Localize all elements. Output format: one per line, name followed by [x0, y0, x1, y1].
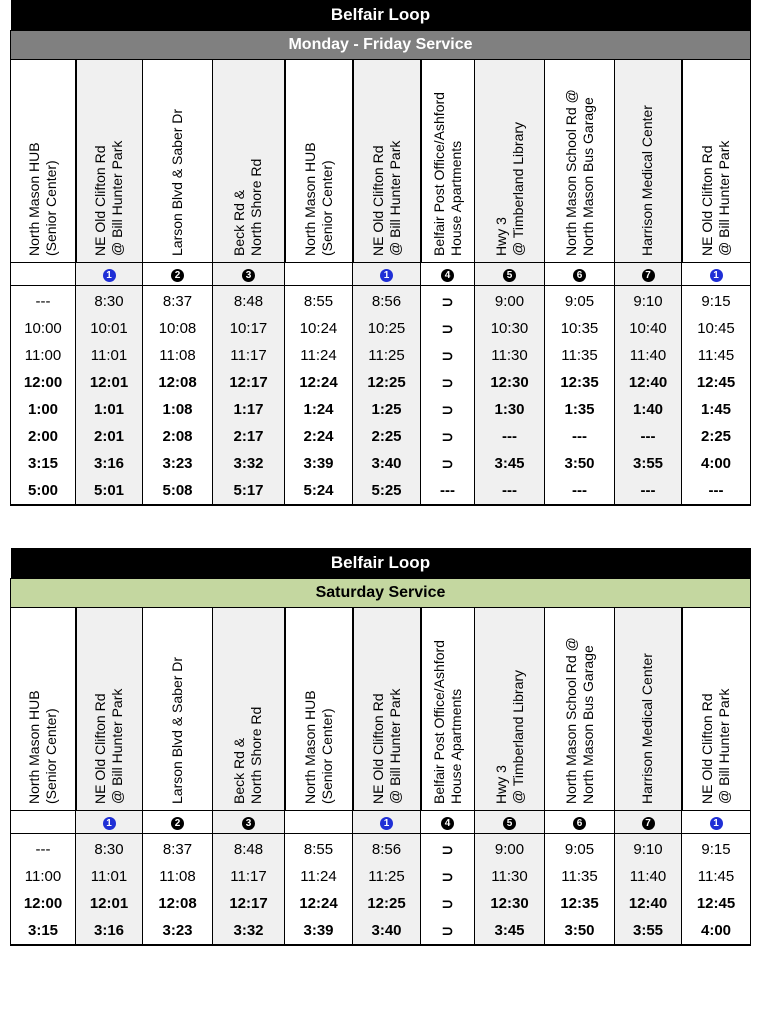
stop-name-line: Belfair Post Office/Ashford [430, 640, 447, 804]
weekday-schedule [10, 0, 750, 506]
trip-time: 12:00 [11, 890, 76, 917]
trip-time: ⊃ [421, 863, 475, 890]
trip-time: 3:32 [213, 917, 285, 945]
stop-number-badge: 6 [573, 269, 586, 282]
trip-time: 3:50 [545, 450, 615, 477]
trip-row [11, 917, 751, 945]
stop-name-line: House Apartments [447, 140, 464, 256]
trip-time: 12:25 [353, 369, 421, 396]
stop-number-cell [353, 811, 421, 834]
stop-name-line: Harrison Medical Center [639, 105, 656, 256]
trip-time: 12:40 [615, 369, 682, 396]
trip-time: 3:32 [213, 450, 285, 477]
route-title: Belfair Loop [11, 548, 751, 579]
stop-name-line: Larson Blvd & Saber Dr [169, 656, 185, 804]
trip-time: 11:25 [353, 863, 421, 890]
trip-time: 8:55 [285, 286, 353, 316]
stop-header [545, 608, 615, 811]
stop-header [11, 60, 76, 263]
trip-time: 12:24 [285, 369, 353, 396]
stop-number-cell [11, 811, 76, 834]
trip-time: 10:30 [475, 315, 545, 342]
trip-time: 11:35 [545, 863, 615, 890]
trip-time: 9:05 [545, 834, 615, 864]
trip-time: 2:01 [76, 423, 143, 450]
stop-header [353, 608, 421, 811]
stop-number-badge: 1 [103, 817, 116, 830]
stop-name-line: NE Old Clifton Rd [699, 145, 716, 256]
stop-header [143, 60, 213, 263]
trip-time: 11:08 [143, 342, 213, 369]
stop-number-badge: 1 [710, 269, 723, 282]
stop-number-badge: 1 [103, 269, 116, 282]
trip-time: 11:24 [285, 342, 353, 369]
stop-number-cell [285, 263, 353, 286]
trip-time: 8:30 [76, 834, 143, 864]
trip-row [11, 477, 751, 505]
service-label: Saturday Service [11, 579, 751, 608]
trip-time: 1:45 [682, 396, 751, 423]
stop-name-line: Beck Rd & [231, 737, 248, 804]
trip-row [11, 863, 751, 890]
trip-time: ⊃ [421, 315, 475, 342]
trip-time: 1:17 [213, 396, 285, 423]
service-label: Monday - Friday Service [11, 31, 751, 60]
trip-time: ⊃ [421, 396, 475, 423]
stop-name-line: NE Old Clifton Rd [92, 693, 109, 804]
trip-time: ⊃ [421, 917, 475, 945]
trip-time: --- [682, 477, 751, 505]
stop-header [615, 608, 682, 811]
stop-number-cell [353, 263, 421, 286]
stop-name-line: (Senior Center) [318, 160, 335, 256]
trip-time: 11:17 [213, 863, 285, 890]
trip-time: 3:15 [11, 917, 76, 945]
trip-time: 9:10 [615, 286, 682, 316]
trip-time: 8:48 [213, 834, 285, 864]
stop-name-line: North Mason HUB [25, 142, 42, 256]
stop-number-badge: 5 [503, 817, 516, 830]
stop-name-line: (Senior Center) [42, 160, 59, 256]
stop-number-cell [213, 811, 285, 834]
stop-name-line: North Mason HUB [25, 690, 42, 804]
stop-number-cell [682, 263, 751, 286]
trip-time: --- [615, 477, 682, 505]
trip-time: ⊃ [421, 286, 475, 316]
trip-time: 10:00 [11, 315, 76, 342]
trip-time: 4:00 [682, 917, 751, 945]
stop-number-badge: 6 [573, 817, 586, 830]
stop-name-line: NE Old Clifton Rd [369, 693, 386, 804]
trip-time: 10:08 [143, 315, 213, 342]
trip-time: 1:40 [615, 396, 682, 423]
trip-time: --- [421, 477, 475, 505]
stop-number-cell [285, 811, 353, 834]
stop-name-line: Hwy 3 [492, 217, 509, 256]
trip-time: 9:15 [682, 286, 751, 316]
trip-time: --- [545, 423, 615, 450]
trip-time: 11:30 [475, 863, 545, 890]
trip-time: 12:30 [475, 890, 545, 917]
trip-time: 1:00 [11, 396, 76, 423]
stop-number-badge: 1 [380, 269, 393, 282]
trip-time: 12:45 [682, 890, 751, 917]
stop-header [475, 608, 545, 811]
saturday-schedule [10, 548, 750, 946]
trip-time: 10:17 [213, 315, 285, 342]
stop-number-badge: 2 [171, 269, 184, 282]
stop-name-line: Harrison Medical Center [639, 653, 656, 804]
stop-name-line: North Mason Bus Garage [579, 645, 596, 804]
stop-name-line: @ Bill Hunter Park [109, 140, 126, 256]
trip-time: 3:23 [143, 917, 213, 945]
trip-time: 10:45 [682, 315, 751, 342]
stop-name-line: Larson Blvd & Saber Dr [169, 108, 185, 256]
stop-number-cell [682, 811, 751, 834]
stop-name-line: Belfair Post Office/Ashford [430, 92, 447, 256]
trip-time: 12:17 [213, 890, 285, 917]
stop-name-line: NE Old Clifton Rd [92, 145, 109, 256]
trip-time: 8:48 [213, 286, 285, 316]
trip-time: 3:45 [475, 917, 545, 945]
stop-name-line: North Mason School Rd @ [562, 89, 579, 256]
trip-time: 11:45 [682, 863, 751, 890]
stop-name-line: North Mason HUB [301, 690, 318, 804]
stop-name-line: North Mason School Rd @ [562, 637, 579, 804]
trip-time: 12:35 [545, 890, 615, 917]
trip-time: 3:55 [615, 917, 682, 945]
stop-name-line: @ Bill Hunter Park [386, 688, 403, 804]
stop-number-cell [143, 811, 213, 834]
stop-number-cell [615, 811, 682, 834]
trip-time: 5:01 [76, 477, 143, 505]
trip-time: 9:15 [682, 834, 751, 864]
trip-time: 11:40 [615, 863, 682, 890]
trip-row [11, 315, 751, 342]
stop-name-line: @ Bill Hunter Park [109, 688, 126, 804]
stop-header [213, 608, 285, 811]
trip-time: 9:00 [475, 834, 545, 864]
trip-time: 8:37 [143, 286, 213, 316]
trip-time: 8:55 [285, 834, 353, 864]
trip-time: 1:01 [76, 396, 143, 423]
trip-time: 3:16 [76, 450, 143, 477]
stop-number-cell [421, 263, 475, 286]
stop-name-line: @ Timberland Library [509, 121, 526, 256]
trip-time: 11:25 [353, 342, 421, 369]
trip-time: 3:45 [475, 450, 545, 477]
trip-time: 12:25 [353, 890, 421, 917]
trip-time: 11:00 [11, 863, 76, 890]
trip-time: 10:01 [76, 315, 143, 342]
trip-time: 3:55 [615, 450, 682, 477]
trip-time: 12:40 [615, 890, 682, 917]
trip-time: 9:05 [545, 286, 615, 316]
trip-time: ⊃ [421, 369, 475, 396]
trip-time: 11:24 [285, 863, 353, 890]
stop-header [421, 608, 475, 811]
stop-header [615, 60, 682, 263]
trip-time: 2:00 [11, 423, 76, 450]
stop-name-line: North Shore Rd [248, 158, 265, 256]
stop-number-cell [475, 811, 545, 834]
trip-time: 3:40 [353, 450, 421, 477]
trip-time: 11:00 [11, 342, 76, 369]
trip-time: 4:00 [682, 450, 751, 477]
trip-time: 2:24 [285, 423, 353, 450]
trip-time: --- [545, 477, 615, 505]
trip-time: 2:17 [213, 423, 285, 450]
stop-number-cell [213, 263, 285, 286]
trip-time: 5:17 [213, 477, 285, 505]
stop-name-line: @ Bill Hunter Park [386, 140, 403, 256]
stop-number-badge: 4 [441, 817, 454, 830]
stop-number-badge: 2 [171, 817, 184, 830]
trip-time: ⊃ [421, 423, 475, 450]
stop-name-line: @ Bill Hunter Park [716, 688, 733, 804]
stop-number-badge: 7 [642, 269, 655, 282]
stop-number-badge: 3 [242, 269, 255, 282]
stop-name-line: @ Timberland Library [509, 669, 526, 804]
stop-name-line: @ Bill Hunter Park [716, 140, 733, 256]
trip-time: 11:17 [213, 342, 285, 369]
trip-time: 12:17 [213, 369, 285, 396]
stop-header [143, 608, 213, 811]
trip-time: 3:39 [285, 450, 353, 477]
stop-number-cell [421, 811, 475, 834]
stop-header [475, 60, 545, 263]
trip-time: 12:35 [545, 369, 615, 396]
trip-time: 8:37 [143, 834, 213, 864]
trip-time: 12:08 [143, 890, 213, 917]
trip-time: --- [11, 834, 76, 864]
stop-number-badge: 4 [441, 269, 454, 282]
trip-time: 1:08 [143, 396, 213, 423]
trip-time: 11:30 [475, 342, 545, 369]
stop-number-badge: 7 [642, 817, 655, 830]
trip-time: 10:40 [615, 315, 682, 342]
stop-header [76, 60, 143, 263]
trip-time: 11:01 [76, 863, 143, 890]
trip-time: --- [11, 286, 76, 316]
trip-row [11, 834, 751, 864]
trip-time: 5:00 [11, 477, 76, 505]
trip-time: 3:15 [11, 450, 76, 477]
stop-number-cell [76, 263, 143, 286]
stop-number-badge: 1 [380, 817, 393, 830]
trip-time: 1:30 [475, 396, 545, 423]
trip-time: ⊃ [421, 342, 475, 369]
stop-number-cell [475, 263, 545, 286]
trip-row [11, 286, 751, 316]
trip-time: 12:01 [76, 369, 143, 396]
trip-time: ⊃ [421, 450, 475, 477]
stop-name-line: NE Old Clifton Rd [369, 145, 386, 256]
stop-name-line: North Mason HUB [301, 142, 318, 256]
trip-time: 9:00 [475, 286, 545, 316]
stop-name-line: House Apartments [447, 688, 464, 804]
stop-header [682, 608, 751, 811]
trip-time: 12:01 [76, 890, 143, 917]
stop-header [76, 608, 143, 811]
stop-header [11, 608, 76, 811]
trip-row [11, 890, 751, 917]
trip-time: 12:00 [11, 369, 76, 396]
trip-time: 3:50 [545, 917, 615, 945]
trip-time: 12:45 [682, 369, 751, 396]
weekday-timetable [10, 0, 751, 506]
trip-row [11, 423, 751, 450]
trip-time: 12:08 [143, 369, 213, 396]
stop-header [353, 60, 421, 263]
stop-number-cell [11, 263, 76, 286]
stop-header [285, 60, 353, 263]
trip-time: 1:25 [353, 396, 421, 423]
trip-row [11, 396, 751, 423]
trip-time: 11:35 [545, 342, 615, 369]
stop-name-line: (Senior Center) [318, 708, 335, 804]
stop-header [545, 60, 615, 263]
stop-name-line: NE Old Clifton Rd [699, 693, 716, 804]
stop-name-line: (Senior Center) [42, 708, 59, 804]
trip-time: 8:56 [353, 286, 421, 316]
trip-time: 8:30 [76, 286, 143, 316]
trip-time: --- [475, 477, 545, 505]
trip-time: 11:08 [143, 863, 213, 890]
stop-number-badge: 1 [710, 817, 723, 830]
trip-time: 1:24 [285, 396, 353, 423]
trip-time: 1:35 [545, 396, 615, 423]
route-title: Belfair Loop [11, 0, 751, 31]
stop-number-cell [76, 811, 143, 834]
stop-name-line: North Shore Rd [248, 706, 265, 804]
trip-row [11, 450, 751, 477]
trip-time: 5:24 [285, 477, 353, 505]
stop-number-badge: 5 [503, 269, 516, 282]
trip-time: 8:56 [353, 834, 421, 864]
trip-time: 2:08 [143, 423, 213, 450]
stop-number-badge: 3 [242, 817, 255, 830]
trip-time: 11:01 [76, 342, 143, 369]
trip-time: 12:30 [475, 369, 545, 396]
trip-time: --- [475, 423, 545, 450]
stop-header [421, 60, 475, 263]
trip-time: 5:08 [143, 477, 213, 505]
stop-name-line: Hwy 3 [492, 765, 509, 804]
trip-time: 2:25 [353, 423, 421, 450]
trip-row [11, 369, 751, 396]
trip-time: 11:40 [615, 342, 682, 369]
saturday-timetable [10, 548, 751, 946]
stop-header [213, 60, 285, 263]
trip-time: ⊃ [421, 890, 475, 917]
trip-time: 3:23 [143, 450, 213, 477]
trip-time: 11:45 [682, 342, 751, 369]
stop-name-line: Beck Rd & [231, 189, 248, 256]
stop-number-cell [143, 263, 213, 286]
trip-time: 10:25 [353, 315, 421, 342]
stop-number-cell [545, 263, 615, 286]
trip-row [11, 342, 751, 369]
trip-time: --- [615, 423, 682, 450]
trip-time: 5:25 [353, 477, 421, 505]
trip-time: 10:35 [545, 315, 615, 342]
trip-time: 2:25 [682, 423, 751, 450]
trip-time: 3:40 [353, 917, 421, 945]
stop-header [682, 60, 751, 263]
stop-header [285, 608, 353, 811]
stop-name-line: North Mason Bus Garage [579, 97, 596, 256]
trip-time: 12:24 [285, 890, 353, 917]
trip-time: ⊃ [421, 834, 475, 864]
stop-number-cell [615, 263, 682, 286]
trip-time: 3:39 [285, 917, 353, 945]
stop-number-cell [545, 811, 615, 834]
trip-time: 10:24 [285, 315, 353, 342]
trip-time: 3:16 [76, 917, 143, 945]
trip-time: 9:10 [615, 834, 682, 864]
